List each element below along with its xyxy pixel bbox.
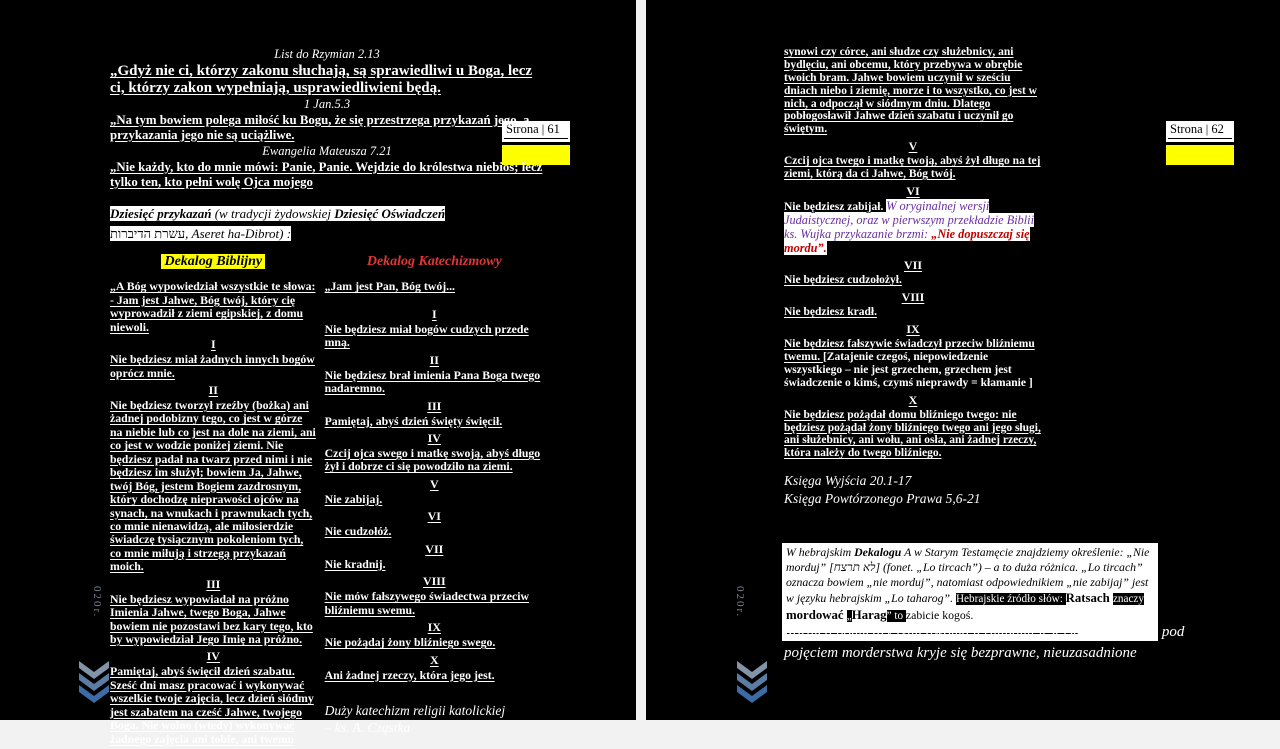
commandment-text: Nie będziesz brał imienia Pana Boga twego nadaremno. <box>324 367 541 396</box>
catechism-source-title: Duży katechizm religii katolickiej <box>324 702 506 718</box>
commandment-text: Nie kradnij. <box>324 556 386 571</box>
commandment-number: VII <box>903 258 922 273</box>
commandment-number: I <box>210 337 216 352</box>
commandment-number: VI <box>906 183 920 198</box>
page-number-label <box>1166 121 1234 142</box>
commandment-text: Nie będziesz cudzołożył. <box>784 274 902 287</box>
catechism-source-author: – ks. A. Cząstka <box>324 720 411 736</box>
commandment-number: III <box>206 576 221 591</box>
commandment-text: Nie będziesz tworzył rzeźby (bożka) ani żadnej podobizny tego, co jest w górze na niebie lub co jest na dole na ziemi, ani co jest w wodzie poniżej ziemi. Nie będziesz padał na twarz przed nimi i nie będziesz im służył; bowiem Ja, Jahwe, twój Bóg, jestem Bogiem zazdrosnym, który dochodzę nieprawości ojców na synach, na wnukach i prawnukach tych, co mnie nienawidzą, ale miłosierdzie świadczę tysiącznym pokoleniom tych, co mnie miłują i strzegą przykazań moich. <box>110 398 316 574</box>
intro-declarations: Dziesięć Oświadczeń <box>334 206 446 222</box>
biblical-decalogue-column <box>110 252 317 749</box>
note-word-mordowac: mordować <box>786 607 847 622</box>
commandment-text: Ani żadnej rzeczy, która jego jest. <box>324 667 495 682</box>
commandment-number: II <box>208 383 218 397</box>
quote-romans: „Gdyż nie ci, którzy zakonu słuchają, są sprawiedliwi u Boga, lecz ci, którzy zakon wypełniają, usprawiedliwieni będą. <box>110 63 533 96</box>
note-quote-open: „ <box>846 609 852 622</box>
commandment-number: VIII <box>422 574 446 589</box>
note-decalogue-word: Dekalogu <box>854 545 902 559</box>
commandment-text: Nie będziesz wypowiadał na próżno Imienia Jahwe, twego Boga, Jahwe bowiem nie pozostawi bez kary tego, kto by wypowiedział Jego Imię na próżno. <box>110 591 313 646</box>
commandment-text: Nie pożądaj żony bliźniego swego. <box>324 635 496 650</box>
commandment-number: IV <box>427 431 441 445</box>
commandment-number: VIII <box>901 290 925 305</box>
commandment-text: Nie zabijaj. <box>324 491 383 506</box>
commandment-text: „A Bóg wypowiedział wszystkie te słowa: - Jam jest Jahwe, Bóg twój, który cię wyprowadził z ziemi egipskiej, z domu niewoli. <box>110 279 316 334</box>
source-deuteronomy: Księga Powtórzonego Prawa 5,6-21 <box>784 490 981 506</box>
commandment-text: synowi czy córce, ani słudze czy służebnicy, ani bydlęciu, ani obcemu, który przebywa w obrębie twoich bram. Jahwe bowiem uczynił w sześciu dniach niebo i ziemię, morze i to wszystko, co jest w nich, a odpoczął w siódmym dniu. Dlatego pobłogosławił Jahwe dzień szabatu i uczynił go świętym. <box>784 46 1037 136</box>
intro-title: Dziesięć przykazań <box>110 206 215 222</box>
intro-hebrew: עשרת הדיברות <box>110 225 186 241</box>
commandment-number: X <box>908 392 918 407</box>
note-lead: W hebrajskim <box>786 545 855 559</box>
bible-sources <box>784 472 1042 507</box>
catechism-decalogue-list <box>325 280 544 682</box>
yellow-highlight-block <box>1166 145 1234 165</box>
scripture-ref-john: 1 Jan.5.3 <box>303 97 351 111</box>
commandment-number: V <box>429 476 439 491</box>
commandment-number: VI <box>427 509 441 524</box>
commandment-text: Nie mów fałszywego świadectwa przeciw bliźniemu swemu. <box>324 589 530 617</box>
note-word-harag: Harag <box>851 607 887 622</box>
note-body: A w Starym Testamęcie znajdziemy określenie: „Nie morduj” [לא תרצח] (fonet. „Lo tircach”) – a to duża różnica. „Lo tircach” oznacza bowiem „nie morduj”, natomiast odpowiednikiem „nie zabijaj” jest w języku hebrajskim „Lo taharog”. <box>786 545 1150 606</box>
text-run-cmd: Nie będziesz zabijał. <box>784 200 887 213</box>
two-column-layout <box>110 252 544 749</box>
commandment-number: V <box>908 139 918 154</box>
commandment-number: I <box>431 306 437 321</box>
commandment-number: VII <box>425 541 444 556</box>
page-61 <box>0 0 636 746</box>
side-margin-label: 020r. <box>91 586 103 619</box>
closing-commentary: Różnica pomiędzy tymi dwoma terminami jest istotna, bowiem pod pojęciem morderstwa kryje się bezprawne, nieuzasadnione <box>784 624 1185 661</box>
note-source-label: Hebrajskie źródło słów: <box>955 593 1066 606</box>
commandment-number: IX <box>906 322 920 337</box>
note-tail: zabicie kogoś. <box>905 607 974 622</box>
note-word-ratsach: Ratsach <box>1065 591 1113 606</box>
commandment-text <box>784 200 1042 256</box>
catechism-source <box>325 702 544 737</box>
scripture-ref-matthew: Ewangelia Mateusza 7.21 <box>262 143 392 158</box>
commandment-text: Nie cudzołóż. <box>324 524 392 539</box>
commandment-number: X <box>429 652 439 667</box>
commandment-text: Czcij ojca twego i matkę twoją, abyś żył długo na tej ziemi, którą da ci Jahwe, Bóg twój. <box>784 155 1041 180</box>
text-run-purple: W oryginalnej wersji Judaistycznej, oraz w pierwszym przekładzie Biblii ks. Wujka przykazanie brzmi: <box>784 198 1035 241</box>
decalogue-intro <box>110 204 450 243</box>
page-number-text: Strona | 61 <box>504 122 568 139</box>
commandments-continued-list <box>784 46 1042 460</box>
biblical-decalogue-header-wrap <box>110 254 317 270</box>
source-exodus: Księga Wyjścia 20.1-17 <box>784 473 912 489</box>
commandment-text: Pamiętaj, abyś dzień święty święcił. <box>324 413 503 428</box>
page-number-text: Strona | 62 <box>1168 122 1232 139</box>
commandment-text: Czcij ojca swego i matkę swoją, abyś długo żył i dobrze ci się powodziło na ziemi. <box>324 446 541 474</box>
catechism-decalogue-header-wrap <box>325 254 544 270</box>
biblical-decalogue-list <box>110 280 317 746</box>
header-catechism-decalogue: Dekalog Katechizmowy <box>366 254 502 270</box>
commandment-number: II <box>429 352 439 367</box>
scripture-ref-romans: List do Rzymian 2.13 <box>274 47 380 61</box>
page-number-tag <box>1166 121 1234 165</box>
page-62 <box>646 0 1280 720</box>
intro-tradition: (w tradycji żydowskiej <box>214 206 335 222</box>
text-run-red: „Nie dopuszczaj się mordu”. <box>784 226 1030 255</box>
page-61-content <box>110 46 544 749</box>
text-run-cmd: Nie będziesz fałszywie świadczył przeciw bliźniemu twemu. <box>784 338 1035 363</box>
commandment-text: Nie będziesz miał bogów cudzych przede mną. <box>324 321 529 350</box>
commandment-number: IX <box>427 620 441 635</box>
note-means: znaczy <box>1112 593 1144 606</box>
header-biblical-decalogue: Dekalog Biblijny <box>161 254 265 269</box>
triple-chevron-down-icon[interactable] <box>76 660 112 704</box>
commandment-text <box>784 338 1042 390</box>
commandment-text: Nie będziesz miał żadnych innych bogów oprócz mnie. <box>110 352 315 380</box>
quote-john: „Na tym bowiem polega miłość ku Bogu, że się przestrzega przykazań jego, a przykazania jego nie są uciążliwe. <box>110 113 530 142</box>
commandment-text: Pamiętaj, abyś święcił dzień szabatu. Sześć dni masz pracować i wykonywać wszelkie twoje zajęcia, lecz dzień siódmy jest szabatem na cześć Jahwe, twojego Boga. Nie wolno (wtedy) wykonywać żadnego zajęcia ani tobie, ani twemu <box>110 664 314 746</box>
side-margin-label: 020r. <box>734 586 746 619</box>
text-run-plain: [Zatajenie czegoś, niepowiedzenie wszystkiego – nie jest grzechem, grzechem jest świadczenie o kimś, czymś nieprawdy = kłamanie ] <box>784 351 1033 389</box>
commandment-number: IV <box>206 649 220 664</box>
commandment-text: Nie będziesz kradł. <box>784 306 877 319</box>
commandment-text: Nie będziesz pożądał domu bliźniego twego: nie będziesz pożądał żony bliźniego twego ani jego sługi, ani służebnicy, ani wołu, ani osła, ani żadnej rzeczy, która należy do twego bliźniego. <box>784 408 1041 460</box>
catechism-decalogue-column <box>325 252 544 749</box>
commandment-text: „Jam jest Pan, Bóg twój... <box>324 279 455 294</box>
quote-matthew: „Nie każdy, kto do mnie mówi: Panie, Panie. Wejdzie do królestwa niebios; lecz tylko ten, kto pełni wolę Ojca mojego <box>110 159 543 189</box>
page-62-content <box>784 46 1042 507</box>
note-quote-close: ” to <box>886 609 906 622</box>
intro-transliteration: , Aseret ha-Dibrot) : <box>185 225 292 241</box>
commandment-number: III <box>427 398 442 413</box>
triple-chevron-down-icon[interactable] <box>734 660 770 704</box>
